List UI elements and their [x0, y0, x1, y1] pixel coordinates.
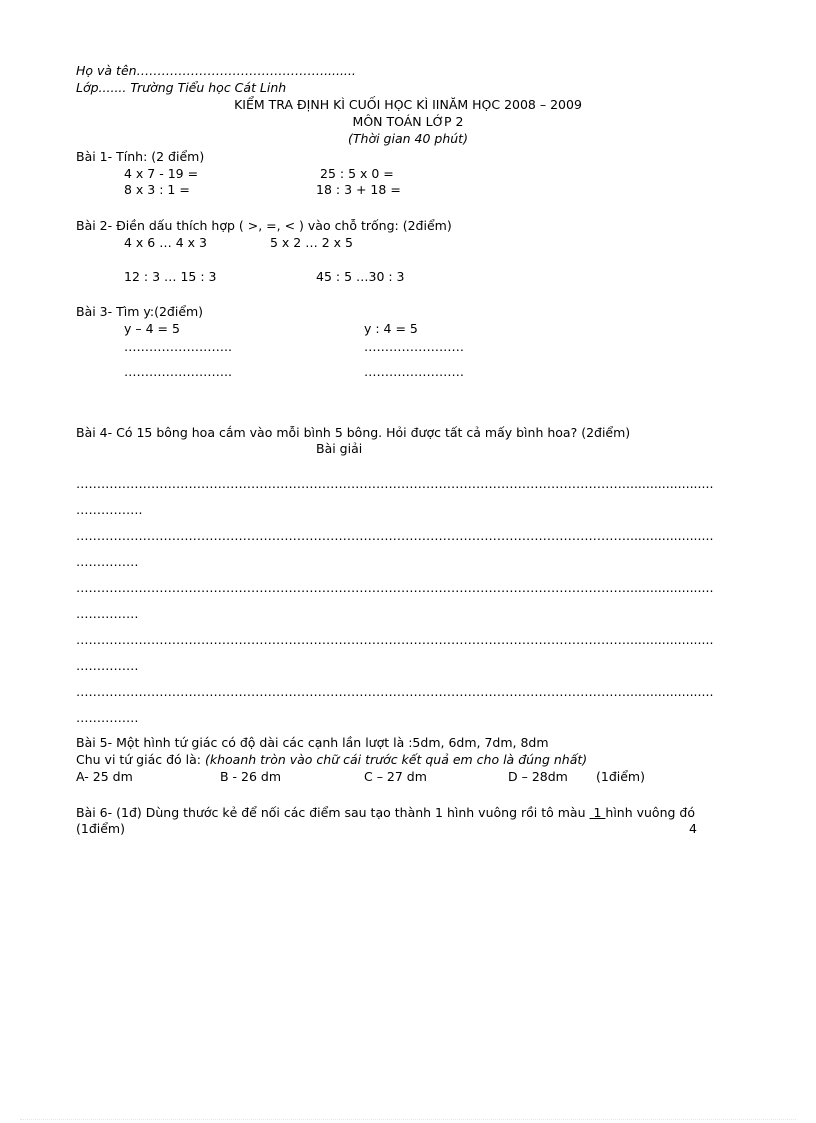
bai2-item-a: 4 x 6 … 4 x 3	[124, 235, 207, 250]
solution-line-short: ……………	[76, 710, 139, 725]
solution-line-short: ……………	[76, 606, 139, 621]
class-line	[76, 80, 286, 95]
bai3-equation-b: y : 4 = 5	[364, 321, 418, 336]
exam-title: KIỂM TRA ĐỊNH KÌ CUỐI HỌC KÌ IINĂM HỌC 2008 – 2009	[234, 97, 582, 112]
bai5-instruction: (khoanh tròn vào chữ cái trước kết quả em cho là đúng nhất)	[204, 752, 588, 767]
option-a: A- 25 dm	[76, 769, 133, 784]
solution-line: ……………………………………………………………………………………………………………………......................	[76, 684, 714, 699]
bai2-title: Bài 2- Điền dấu thích hợp ( >, =, < ) vào chỗ trống: (2điểm)	[76, 218, 452, 233]
bai5-prompt	[76, 752, 587, 767]
solution-line: ……………………………………………………………………………………………………………………......................	[76, 580, 714, 595]
bai5-points: (1điểm)	[596, 769, 645, 784]
class-label: Lớp.......	[76, 80, 127, 95]
bai6-text: Bài 6- (1đ) Dùng thước kẻ để nối các điểm sau tạo thành 1 hình vuông rồi tô màu	[76, 805, 586, 820]
option-b: B - 26 dm	[220, 769, 282, 784]
bai6-text-after: hình vuông đó	[605, 805, 695, 820]
student-name-line: Họ và tên………………………………………........	[76, 63, 356, 78]
solution-line: ……………………………………………………………………………………………………………………......................	[76, 528, 714, 543]
subject-title: MÔN TOÁN LỚP 2	[352, 114, 464, 129]
bai2-item-c: 12 : 3 … 15 : 3	[124, 269, 217, 284]
bai1-item-a: 4 x 7 - 19 =	[124, 166, 199, 181]
bai3-title: Bài 3- Tìm y:(2điểm)	[76, 304, 204, 319]
bai1-title: Bài 1- Tính: (2 điểm)	[76, 149, 205, 164]
fraction-numerator: 1	[589, 805, 606, 820]
bai3-answer-line: ……………………..	[124, 339, 232, 354]
bai1-item-d: 18 : 3 + 18 =	[316, 182, 401, 197]
bai3-answer-line: ……………………	[364, 364, 464, 379]
fraction-denominator: 4	[689, 821, 697, 836]
solution-line-short: ……………	[76, 554, 139, 569]
bai1-item-c: 8 x 3 : 1 =	[124, 182, 190, 197]
bai4-title: Bài 4- Có 15 bông hoa cắm vào mỗi bình 5 bông. Hỏi được tất cả mấy bình hoa? (2điểm)	[76, 425, 631, 440]
solution-line: ……………………………………………………………………………………………………………………......................	[76, 632, 714, 647]
school-name: Trường Tiểu học Cát Linh	[130, 80, 287, 95]
bai3-equation-a: y – 4 = 5	[124, 321, 180, 336]
bai3-answer-line: ……………………	[364, 339, 464, 354]
time-limit: (Thời gian 40 phút)	[348, 131, 468, 146]
page-bottom-divider	[20, 1119, 796, 1120]
bai5-title: Bài 5- Một hình tứ giác có độ dài các cạnh lần lượt là :5dm, 6dm, 7dm, 8dm	[76, 735, 549, 750]
solution-line-short: ……………	[76, 658, 139, 673]
bai3-answer-line: ……………………..	[124, 364, 232, 379]
bai5-prompt-text: Chu vi tứ giác đó là:	[76, 752, 205, 767]
solution-label: Bài giải	[316, 441, 363, 456]
option-c: C – 27 dm	[364, 769, 427, 784]
solution-line: ……………………………………………………………………………………………………………………......................	[76, 476, 714, 491]
bai6-title	[76, 805, 695, 820]
solution-line-short: …………….	[76, 502, 143, 517]
bai2-item-d: 45 : 5 …30 : 3	[316, 269, 405, 284]
option-d: D – 28dm	[508, 769, 568, 784]
bai2-item-b: 5 x 2 … 2 x 5	[270, 235, 353, 250]
bai6-points: (1điểm)	[76, 821, 125, 836]
bai1-item-b: 25 : 5 x 0 =	[320, 166, 394, 181]
